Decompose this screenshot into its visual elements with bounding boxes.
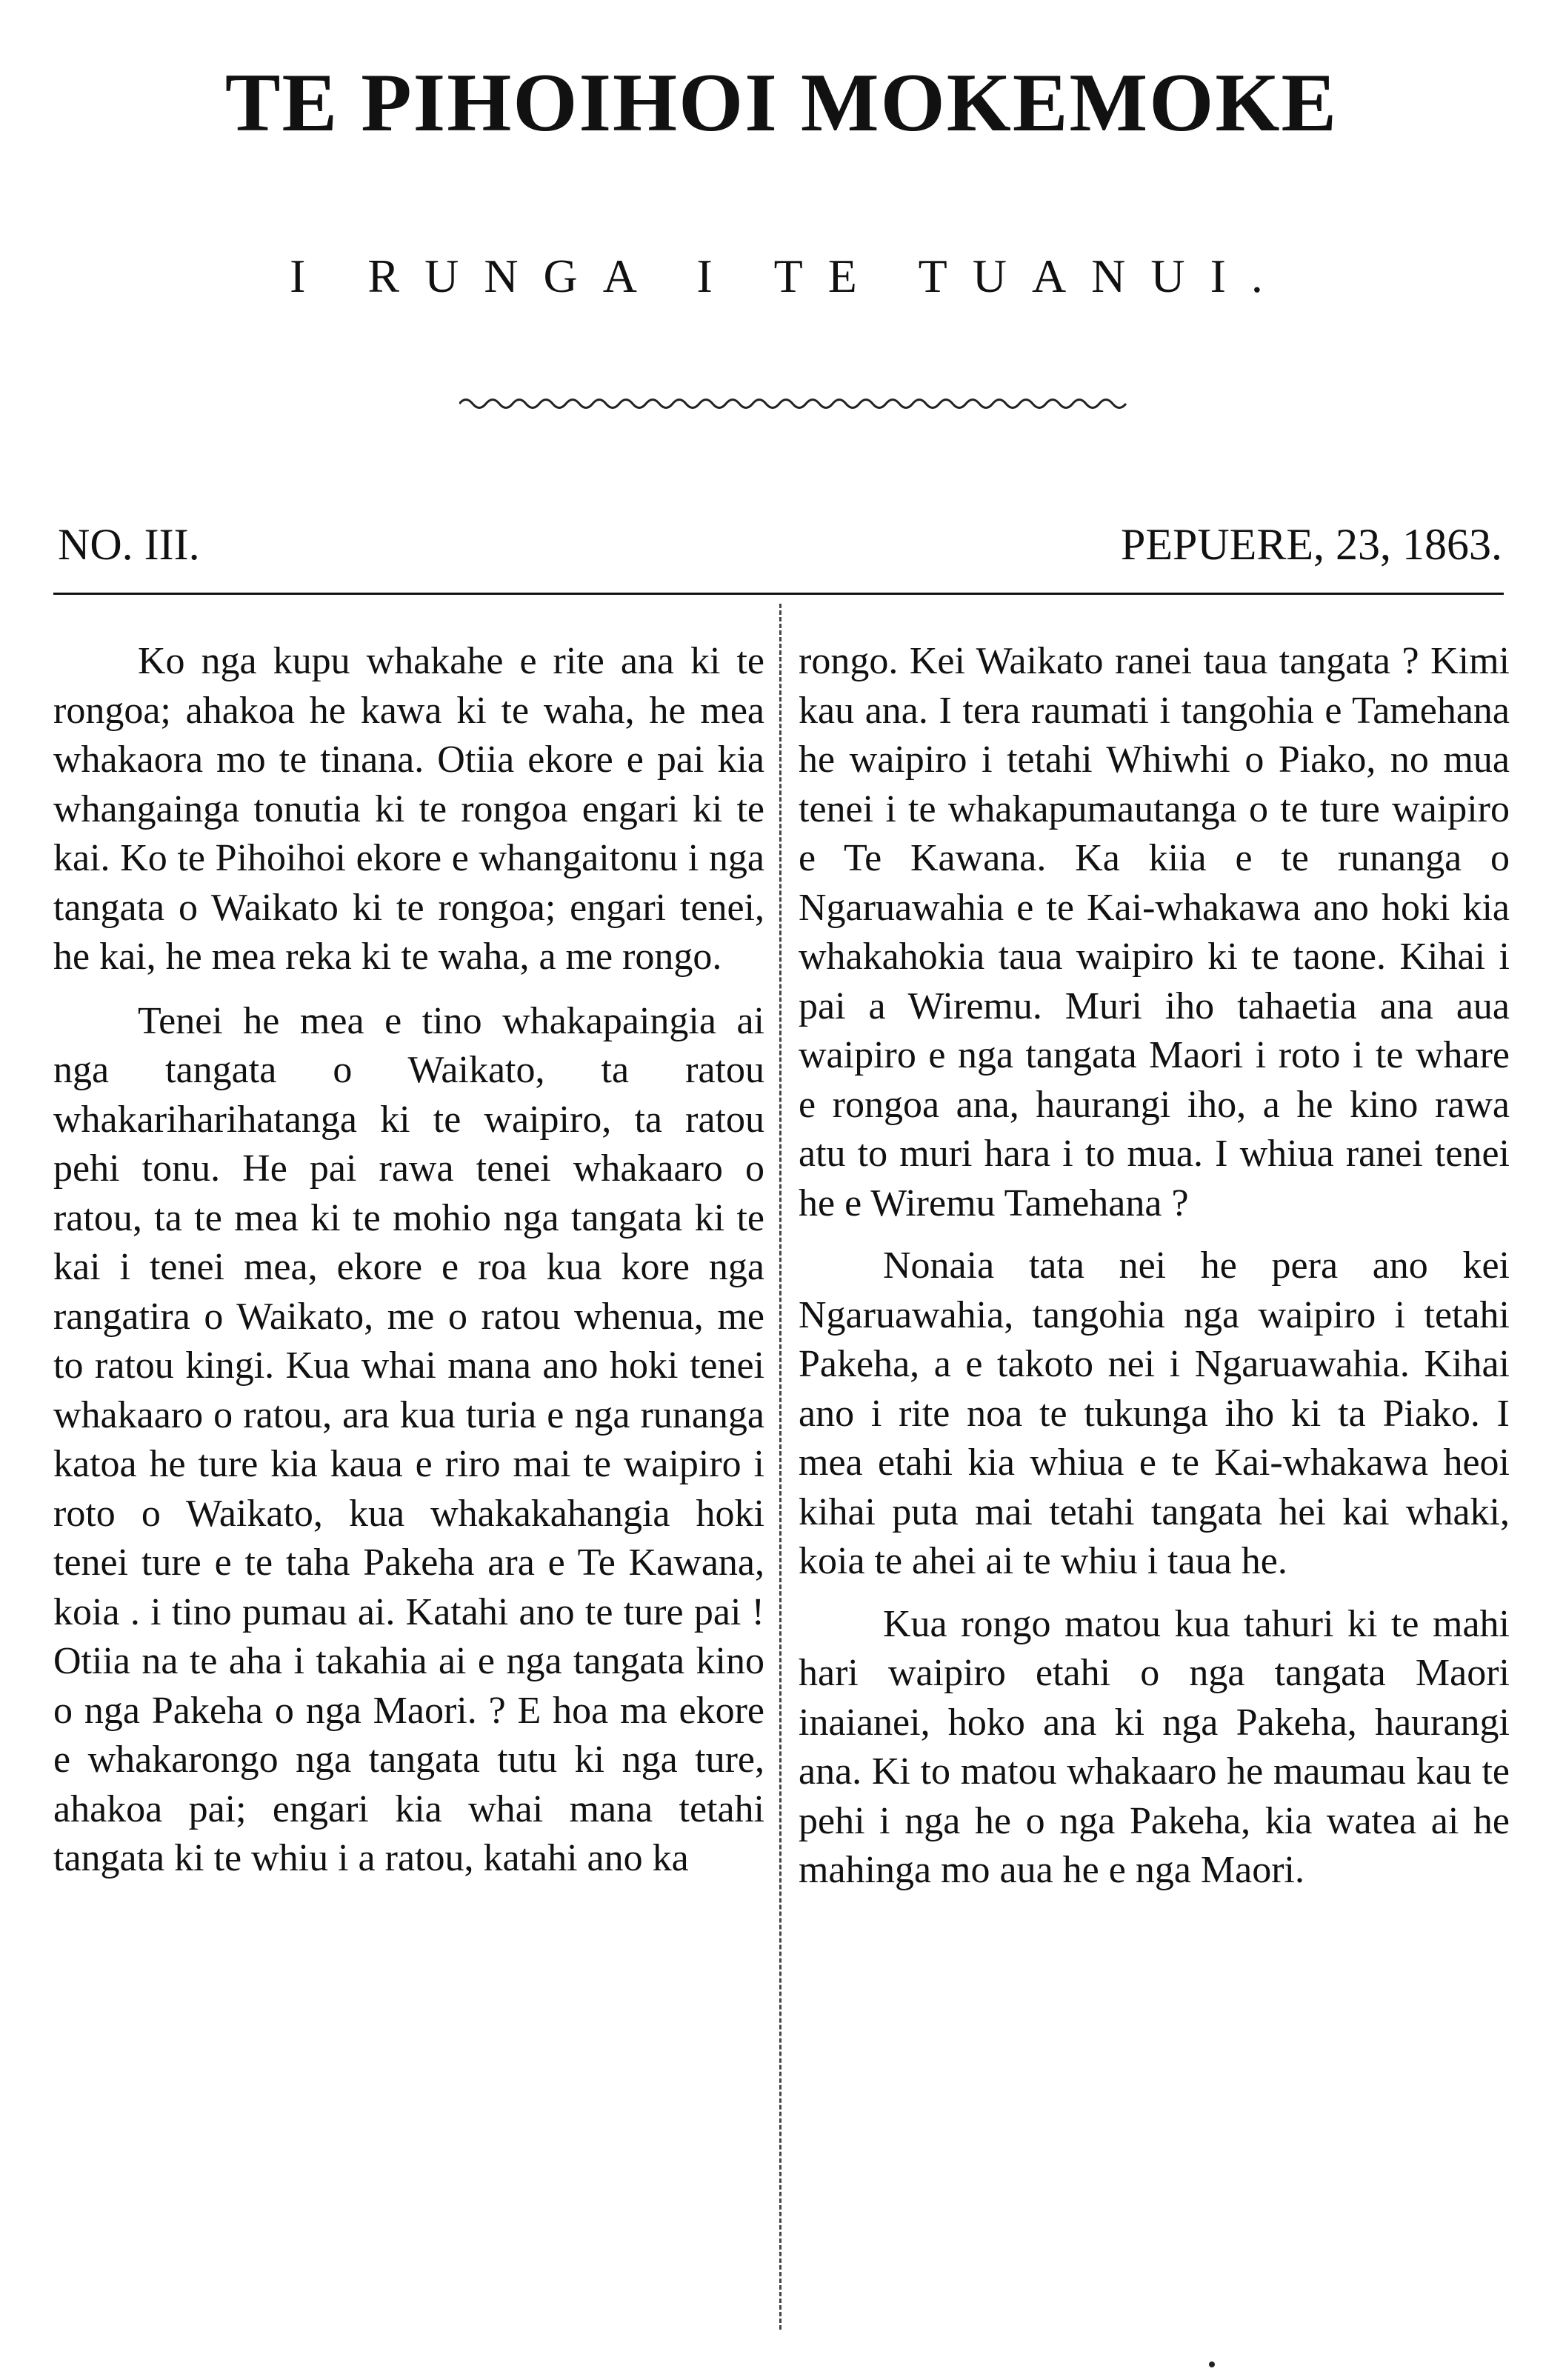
masthead-title: TE PIHOIHOI MOKEMOKE [224,57,1339,149]
right-column [799,637,1510,1896]
paragraph: Ko nga kupu whakahe e rite ana ki te rongoa; ahakoa he kawa ki te waha, he mea whakaora mo te tinana. Otiia ekore e pai kia whangainga tonutia ki te rongoa engari ki te kai. Ko te Pihoihoi ekore e whangaitonu i nga tangata o Waikato ki te rongoa; engari tenei, he kai, he mea reka ki te waha, a me rongo. [53,640,764,978]
paragraph: Tenei he mea e tino whakapaingia ai nga tangata o Waikato, ta ratou whakariharihatanga ki te waipiro, ta ratou pehi tonu. He pai rawa tenei whakaaro o ratou, ta te mea ki te mohio nga tangata ki te kai i tenei mea, ekore e roa kua kore nga rangatira o Waikato, me o ratou whenua, me to ratou kingi. Kua whai mana ano hoki tenei whakaaro o ratou, ara kua turia e nga runanga katoa he ture kia kaua e riro mai te waipiro i roto o Waikato, kua whakakahangia hoki tenei ture e te taha Pakeha ara e Te Kawana, koia . i tino pumau ai. Katahi ano te ture pai ! Otiia na te aha i takahia ai e nga tangata kino o nga Pakeha o nga Maori. ? E hoa ma ekore e whakarongo nga tangata tutu ki nga ture, ahakoa pai; engari kia whai mana tetahi tangata ki te whiu i a ratou, katahi ano ka [53,999,764,1879]
paragraph: Nonaia tata nei he pera ano kei Ngaruawahia, tangohia nga waipiro i tetahi Pakeha, a e takoto nei i Ngaruawahia. Kihai ano i rite noa te tukunga iho ki ta Piako. I mea etahi kia whiua e te Kai-whakawa heoi kihai puta mai tetahi tangata hei kai whaki, koia te ahei ai te whiu i taua he. [799,1244,1510,1582]
left-column [53,637,764,1884]
ink-dot [1209,2361,1215,2367]
paragraph: Kua rongo matou kua tahuri ki te mahi hari waipiro etahi o nga tangata Maori inaianei, hoko ana ki nga Pakeha, haurangi ana. Ki to matou whakaaro he maumau kau te pehi i nga he o nga Pakeha, kia watea ai he mahinga mo aua he e nga Maori. [799,1602,1510,1891]
wavy-ornament-divider [459,393,1133,415]
issue-number: NO. III. [58,520,200,569]
issue-date: PEPUERE, 23, 1863. [1120,520,1502,569]
column-divider [779,604,782,2330]
header-rule [53,593,1504,595]
issue-line [58,511,1502,578]
masthead-subtitle: I RUNGA I TE TUANUI. [290,250,1288,302]
paragraph-continued: rongo. Kei Waikato ranei taua tangata ? Kimi kau ana. I tera raumati i tangohia e Tamehana he waipiro i tetahi Whiwhi o Piako, no mua tenei i te whakapumautanga o te ture waipiro e Te Kawana. Ka kiia e te runanga o Ngaruawahia e te Kai-whakawa ano hoki kia whakahokia taua waipiro ki te taone. Kihai i pai a Wiremu. Muri iho tahaetia ana aua waipiro e nga tangata Maori i roto i te whare e rongoa ana, haurangi iho, a he kino rawa atu to muri hara i to mua. I whiua ranei tenei he e Wiremu Tamehana ? [799,640,1510,1224]
